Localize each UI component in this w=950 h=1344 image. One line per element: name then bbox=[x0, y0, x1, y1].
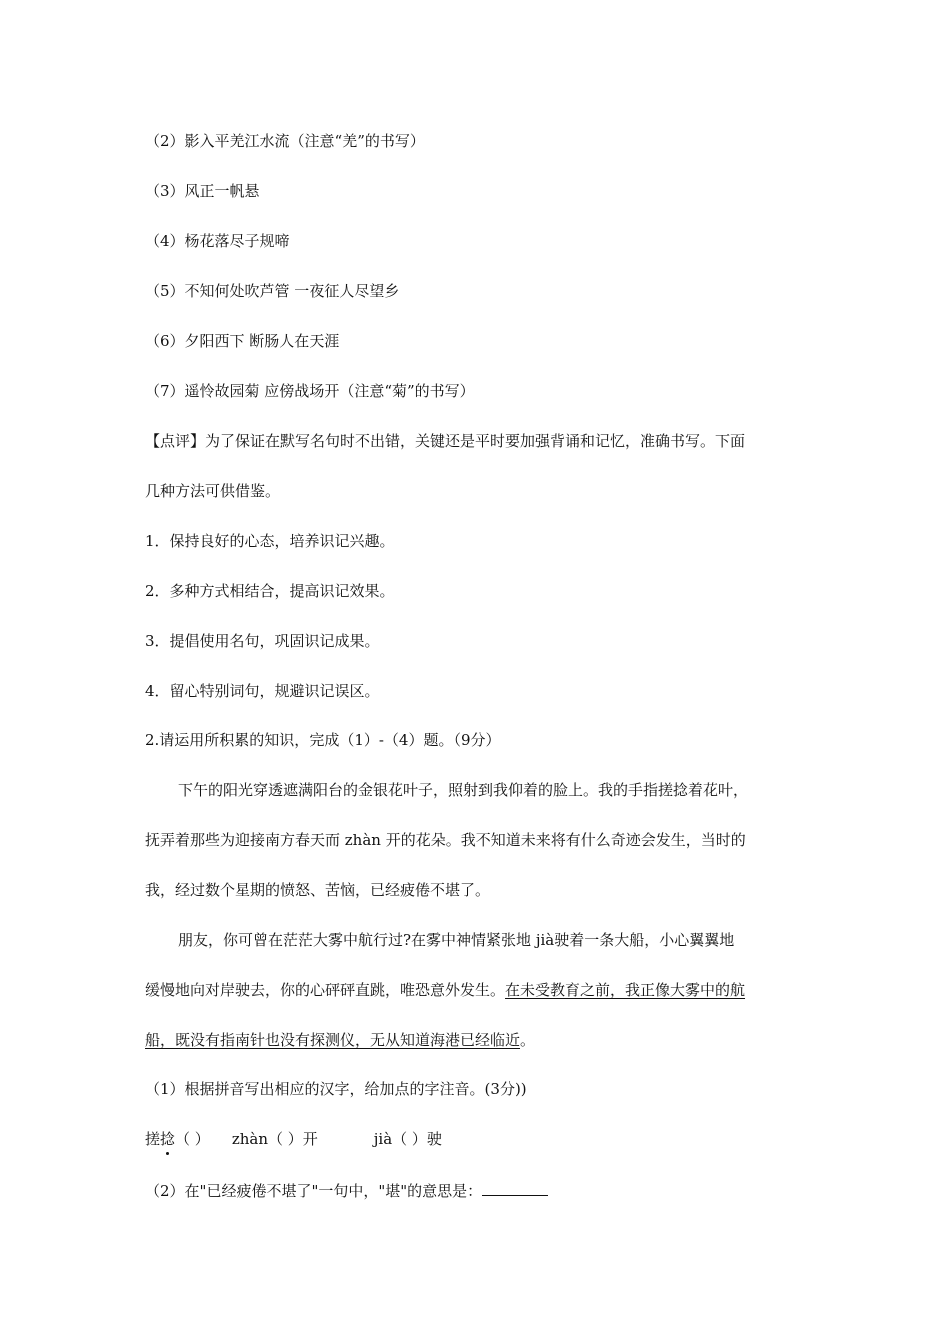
underlined-sentence-part-2: 船，既没有指南针也没有探测仪，无从知道海港已经临近 bbox=[145, 1031, 521, 1049]
item-a-dotted-char: 捻 bbox=[160, 1130, 176, 1148]
item-a-answer-blank[interactable]: （ ） bbox=[175, 1130, 210, 1148]
method-2: 2．多种方式相结合，提高识记效果。 bbox=[145, 582, 395, 600]
comment-text-1: 为了保证在默写名句时不出错，关键还是平时要加强背诵和记忆，准确书写。下面 bbox=[205, 432, 746, 450]
question-2-title: 2.请运用所积累的知识，完成（1）-（4）题。（9分） bbox=[145, 731, 501, 749]
method-3: 3．提倡使用名句，巩固识记成果。 bbox=[145, 632, 380, 650]
passage-p2-end: 。 bbox=[520, 1031, 536, 1049]
comment-line-1 bbox=[145, 431, 745, 451]
method-4: 4．留心特别词句，规避识记误区。 bbox=[145, 682, 380, 700]
poem-line-4: （4）杨花落尽子规啼 bbox=[145, 232, 290, 250]
passage-p1-line-2: 抚弄着那些为迎接南方春天而 zhàn 开的花朵。我不知道未来将有什么奇迹会发生，当时的 bbox=[145, 831, 746, 849]
poem-line-5: （5）不知何处吹芦管 一夜征人尽望乡 bbox=[145, 282, 400, 300]
underlined-sentence-part-1: 在未受教育之前，我正像大雾中的航 bbox=[505, 981, 746, 999]
method-1: 1．保持良好的心态，培养识记兴趣。 bbox=[145, 532, 395, 550]
passage-p1-line-1: 下午的阳光穿透遮满阳台的金银花叶子，照射到我仰着的脸上。我的手指搓捻着花叶， bbox=[178, 781, 749, 799]
sub-question-1-prompt: （1）根据拼音写出相应的汉字，给加点的字注音。(3分)) bbox=[145, 1080, 527, 1098]
item-c-pinyin[interactable]: jià（ ）驶 bbox=[373, 1130, 442, 1148]
passage-p2-line-1: 朋友，你可曾在茫茫大雾中航行过?在雾中神情紧张地 jià驶着一条大船，小心翼翼地 bbox=[178, 931, 735, 949]
poem-line-2: （2）影入平羌江水流（注意“羌”的书写） bbox=[145, 132, 425, 150]
comment-tag: 【点评】 bbox=[145, 432, 206, 450]
passage-p2-line-2 bbox=[145, 980, 745, 1000]
sub-question-1-items bbox=[145, 1129, 442, 1149]
poem-line-3: （3）风正一帆悬 bbox=[145, 182, 260, 200]
answer-blank[interactable] bbox=[482, 1179, 548, 1196]
sub-question-2-prompt: （2）在"已经疲倦不堪了"一句中，"堪"的意思是： bbox=[145, 1182, 483, 1200]
passage-p2-plain: 缓慢地向对岸驶去，你的心砰砰直跳，唯恐意外发生。 bbox=[145, 981, 506, 999]
poem-line-6: （6）夕阳西下 断肠人在天涯 bbox=[145, 332, 340, 350]
sub-question-2 bbox=[145, 1179, 548, 1201]
comment-line-2: 几种方法可供借鉴。 bbox=[145, 482, 281, 500]
poem-line-7: （7）遥怜故园菊 应傍战场开（注意“菊”的书写） bbox=[145, 382, 475, 400]
item-a-char: 搓 bbox=[145, 1130, 161, 1148]
item-b-pinyin[interactable]: zhàn（ ）开 bbox=[231, 1130, 318, 1148]
passage-p1-line-3: 我，经过数个星期的愤怒、苦恼，已经疲倦不堪了。 bbox=[145, 881, 491, 899]
passage-p2-line-3 bbox=[145, 1030, 535, 1050]
